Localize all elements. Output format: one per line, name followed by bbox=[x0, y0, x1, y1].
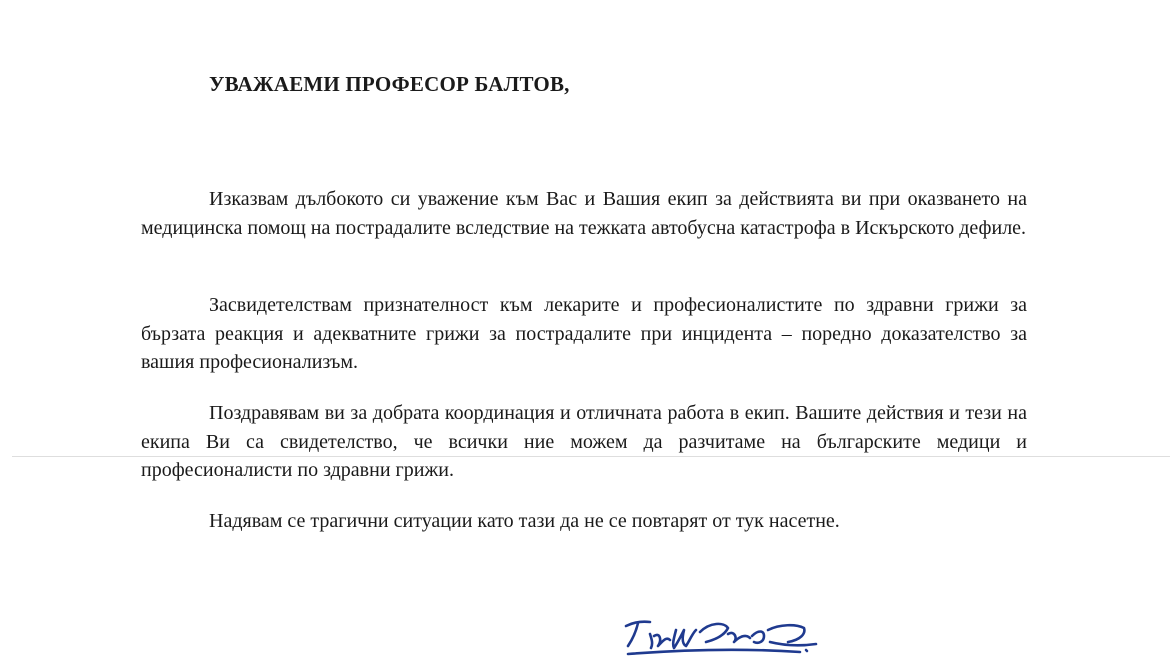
letter-paragraph-1: Изказвам дълбокото си уважение към Вас и Вашия екип за действията ви при оказването на медицинска помощ на пострадалите вследствие на тежката автобусна катастрофа в Искърското дефиле. bbox=[141, 188, 1027, 239]
handwritten-signature bbox=[620, 612, 820, 658]
letter-salutation: УВАЖАЕМИ ПРОФЕСОР БАЛТОВ, bbox=[209, 72, 570, 96]
letter-paragraph-4: Надявам се трагични ситуации като тази да не се повтарят от тук насетне. bbox=[209, 510, 840, 532]
letter-paragraph-3: Поздравявам ви за добрата координация и отличната работа в екип. Вашите действия и тези на екипа Ви са свидетелство, че всички ние можем да разчитаме на българските медици и професионалисти по здравни грижи. bbox=[141, 402, 1027, 481]
scan-artifact-line bbox=[12, 456, 1170, 457]
letter-paragraph-2: Засвидетелствам признателност към лекарите и професионалистите по здравни грижи за бързата реакция и адекватните грижи за пострадалите при инцидента – поредно доказателство за вашия професионализъм. bbox=[141, 294, 1027, 373]
